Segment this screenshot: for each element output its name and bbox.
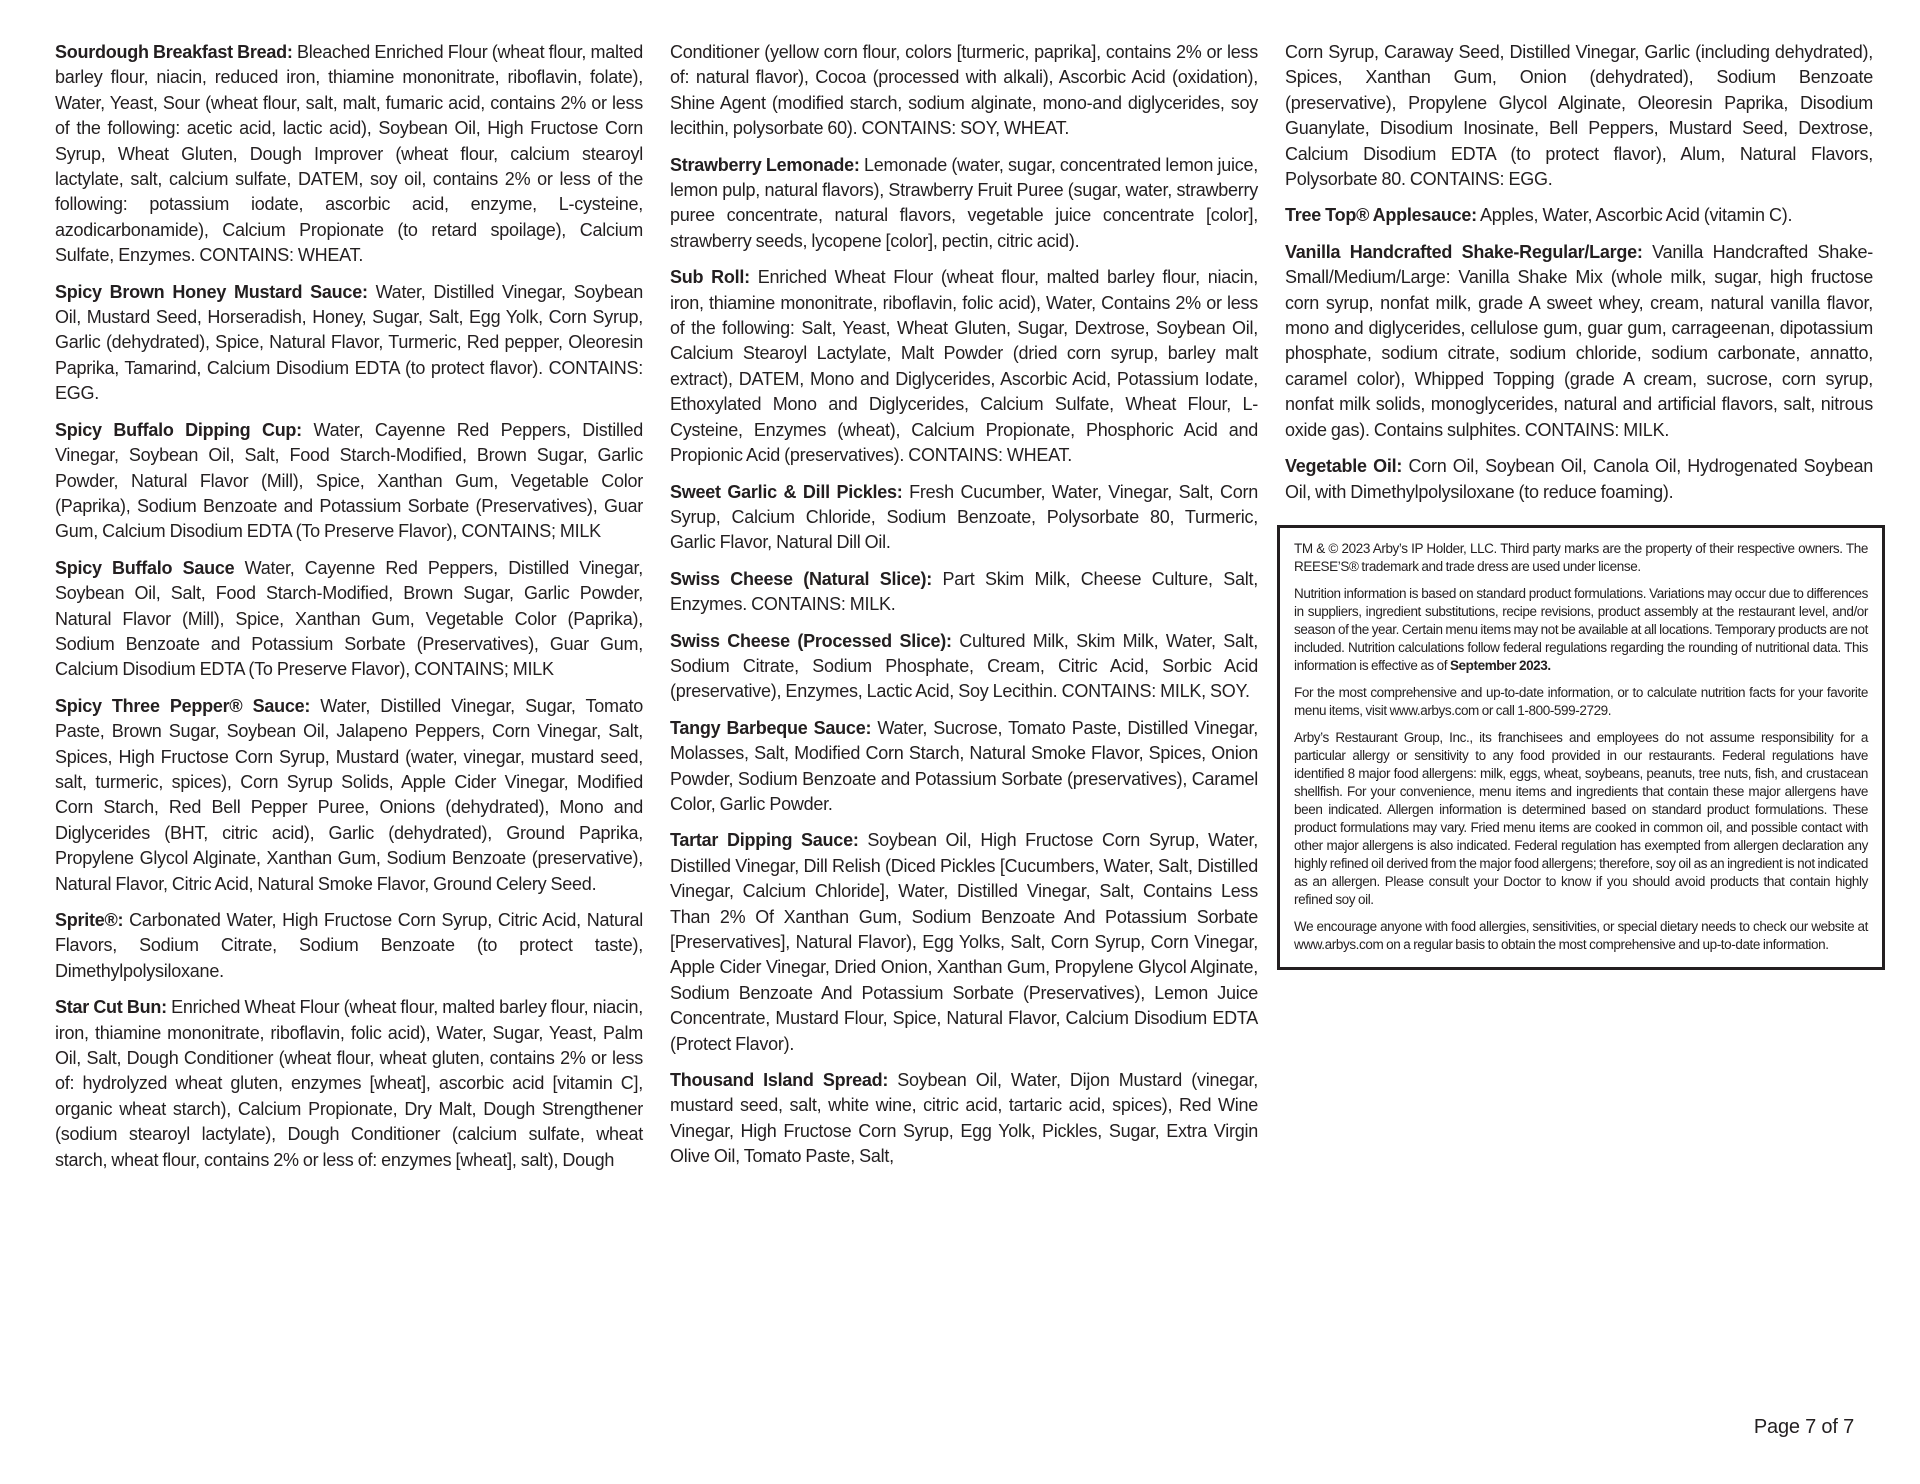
column-3 [1285,40,1873,1184]
entry-title: Spicy Three Pepper® Sauce: [55,695,311,716]
page-number: Page 7 of 7 [1753,1416,1854,1438]
entry-ingredients: Apples, Water, Ascorbic Acid (vitamin C). [1476,205,1793,226]
legal-disclaimer-box [1277,525,1885,970]
entry-title: Spicy Buffalo Sauce [55,557,235,578]
entry-swiss-cheese-natural-slice [670,567,1258,618]
entry-title: Vegetable Oil: [1285,456,1403,477]
entry-title: Vanilla Handcrafted Shake-Regular/Large: [1285,241,1643,262]
entry-ingredients: Vanilla Handcrafted Shake-Small/Medium/Large: Vanilla Shake Mix (whole milk, sugar, high fructose corn syrup, nonfat milk, grade A sweet whey, cream, natural vanilla flavor, mono and diglycerides, cellulose gum, guar gum, carrageenan, dipotassium phosphate, sodium citrate, sodium chloride, sodium carbonate, annatto, caramel color), Whipped Topping (grade A cream, sucrose, corn syrup, nonfat milk solids, monoglycerides, natural and artificial flavors, salt, nitrous oxide gas). Contains sulphites. CONTAINS: MILK. [1285,241,1873,440]
entry-spicy-three-pepper-sauce [55,694,643,897]
entry-thousand-island-spread-continued [1285,40,1873,192]
entry-spicy-buffalo-dipping-cup [55,418,643,545]
entry-title: Sourdough Breakfast Bread: [55,42,293,62]
entry-vegetable-oil [1285,454,1873,505]
entry-ingredients: Water, Distilled Vinegar, Soybean Oil, Mustard Seed, Horseradish, Honey, Sugar, Salt, Egg Yolk, Corn Syrup, Garlic (dehydrated), Spice, Natural Flavor, Turmeric, Red pepper, Oleoresin Paprika, Tamarind, Calcium Disodium EDTA (to protect flavor). CONTAINS: EGG. [55,281,643,404]
entry-ingredients: Water, Cayenne Red Peppers, Distilled Vinegar, Soybean Oil, Salt, Food Starch-Modified, Brown Sugar, Garlic Powder, Natural Flavor (Mill), Spice, Xanthan Gum, Vegetable Color (Paprika), Sodium Benzoate and Potassium Sorbate (Preservatives), Guar Gum, Calcium Disodium EDTA (To Preserve Flavor), CONTAINS; MILK [55,557,643,680]
entry-ingredients: Bleached Enriched Flour (wheat flour, malted barley flour, niacin, reduced iron, thiamine mononitrate, riboflavin, folate), Water, Yeast, Sour (wheat flour, salt, malt, fumaric acid, contains 2% or less of the following: acetic acid, lactic acid), Soybean Oil, High Fructose Corn Syrup, Wheat Gluten, Dough Improver (wheat flour, calcium stearoyl lactylate, salt, calcium sulfate, DATEM, soy oil, contains 2% or less of the following: potassium iodate, ascorbic acid, enzyme, L-cysteine, azodicarbonamide), Calcium Propionate (to retard spoilage), Calcium Sulfate, Enzymes. CONTAINS: WHEAT. [55,42,643,266]
entry-swiss-cheese-processed-slice [670,629,1258,705]
trademark-notice: TM & © 2023 Arby’s IP Holder, LLC. Third party marks are the property of their respective owners. The REESE’S® trademark and trade dress are used under license. [1294,540,1868,574]
entry-ingredients: Water, Distilled Vinegar, Sugar, Tomato Paste, Brown Sugar, Soybean Oil, Jalapeno Peppers, Corn Vinegar, Salt, Spices, High Fructose Corn Syrup, Mustard (water, vinegar, mustard seed, salt, turmeric, spices), Corn Syrup Solids, Apple Cider Vinegar, Modified Corn Starch, Red Bell Pepper Puree, Onions (dehydrated), Mono and Diglycerides (BHT, citric acid), Garlic (dehydrated), Ground Paprika, Propylene Glycol Alginate, Xanthan Gum, Sodium Benzoate (preservative), Natural Flavor, Citric Acid, Natural Smoke Flavor, Ground Celery Seed. [55,695,643,894]
entry-title: Star Cut Bun: [55,997,167,1018]
entry-ingredients: Part Skim Milk, Cheese Culture, Salt, Enzymes. CONTAINS: MILK. [670,568,1258,615]
entry-ingredients: Enriched Wheat Flour (wheat flour, malted barley flour, niacin, iron, thiamine mononitrate, riboflavin, folic acid), Water, Contains 2% or less of the following: Salt, Yeast, Wheat Gluten, Sugar, Dextrose, Soybean Oil, Calcium Stearoyl Lactylate, Malt Powder (dried corn syrup, barley malt extract), DATEM, Mono and Diglycerides, Ascorbic Acid, Potassium Iodate, Ethoxylated Mono and Diglycerides, Calcium Sulfate, Wheat Flour, L-Cysteine, Enzymes (wheat), Calcium Propionate, Phosphoric Acid and Propionic Acid (preservatives). CONTAINS: WHEAT. [670,267,1258,466]
entry-ingredients: Cultured Milk, Skim Milk, Water, Salt, Sodium Citrate, Sodium Phosphate, Cream, Citric Acid, Sorbic Acid (preservative), Enzymes, Lactic Acid, Soy Lecithin. CONTAINS: MILK, SOY. [670,630,1258,702]
entry-ingredients: Soybean Oil, Water, Dijon Mustard (vinegar, mustard seed, salt, white wine, citric acid, tartaric acid, spices), Red Wine Vinegar, High Fructose Corn Syrup, Egg Yolk, Pickles, Sugar, Extra Virgin Olive Oil, Tomato Paste, Salt, [670,1070,1259,1167]
entry-ingredients: Lemonade (water, sugar, concentrated lemon juice, lemon pulp, natural flavors), Strawberry Fruit Puree (sugar, water, strawberry puree concentrate, natural flavors, vegetable juice concentrate [color], strawberry seeds, lycopene [color], pectin, citric acid). [670,154,1258,251]
entry-sweet-garlic-dill-pickles [670,480,1258,556]
contact-information-notice: For the most comprehensive and up-to-date information, or to calculate nutrition facts for your favorite menu items, visit www.arbys.com or call 1-800-599-2729. [1294,684,1868,718]
entry-strawberry-lemonade [670,153,1258,255]
entry-title: Tartar Dipping Sauce: [670,830,859,851]
entry-sub-roll [670,265,1258,468]
entry-tree-top-applesauce [1285,203,1873,228]
entry-spicy-brown-honey-mustard-sauce [55,280,643,407]
entry-ingredients: Water, Sucrose, Tomato Paste, Distilled Vinegar, Molasses, Salt, Modified Corn Starch, Natural Smoke Flavor, Spices, Onion Powder, Sodium Benzoate and Potassium Sorbate (preservatives), Caramel Color, Garlic Powder. [670,717,1258,814]
entry-thousand-island-spread [670,1068,1258,1170]
entry-ingredients: Fresh Cucumber, Water, Vinegar, Salt, Corn Syrup, Calcium Chloride, Sodium Benzoate, Polysorbate 80, Turmeric, Garlic Flavor, Natural Dill Oil. [670,481,1258,553]
entry-tartar-dipping-sauce [670,828,1258,1057]
entry-title: Spicy Brown Honey Mustard Sauce: [55,281,368,302]
entry-ingredients: Corn Syrup, Caraway Seed, Distilled Vinegar, Garlic (including dehydrated), Spices, Xanthan Gum, Onion (dehydrated), Sodium Benzoate (preservative), Propylene Glycol Alginate, Oleoresin Paprika, Disodium Guanylate, Disodium Inosinate, Bell Peppers, Mustard Seed, Dextrose, Calcium Disodium EDTA (to protect flavor), Alum, Natural Flavors, Polysorbate 80. CONTAINS: EGG. [1285,42,1873,190]
website-check-notice: We encourage anyone with food allergies, sensitivities, or special dietary needs to check our website at www.arbys.com on a regular basis to obtain the most comprehensive and up-to-date information. [1294,918,1868,952]
entry-spicy-buffalo-sauce [55,556,643,683]
entry-tangy-barbeque-sauce [670,716,1258,818]
column-2 [670,40,1258,1184]
entry-ingredients: Enriched Wheat Flour (wheat flour, malted barley flour, niacin, iron, thiamine mononitrate, riboflavin, folic acid), Water, Sugar, Yeast, Palm Oil, Salt, Dough Conditioner (wheat flour, wheat gluten, contains 2% or less of: hydrolyzed wheat gluten, enzymes [wheat], ascorbic acid [vitamin C], organic wheat starch), Calcium Propionate, Dry Malt, Dough Strengthener (sodium stearoyl lactylate), Dough Conditioner (calcium sulfate, wheat starch, wheat flour, contains 2% or less of: enzymes [wheat], salt), Dough [55,997,643,1170]
entry-ingredients: Corn Oil, Soybean Oil, Canola Oil, Hydrogenated Soybean Oil, with Dimethylpolysiloxane (to reduce foaming). [1285,456,1873,502]
entry-ingredients: Conditioner (yellow corn flour, colors [turmeric, paprika], contains 2% or less of: natural flavor), Cocoa (processed with alkali), Ascorbic Acid (oxidation), Shine Agent (modified starch, sodium alginate, mono-and diglycerides, soy lecithin, polysorbate 60). CONTAINS: SOY, WHEAT. [670,42,1258,139]
entry-title: Thousand Island Spread: [670,1070,889,1091]
entry-ingredients: Carbonated Water, High Fructose Corn Syrup, Citric Acid, Natural Flavors, Sodium Citrate, Sodium Benzoate (to protect taste), Dimethylpolysiloxane. [55,910,643,981]
entry-title: Spicy Buffalo Dipping Cup: [55,419,302,440]
column-1 [55,40,643,1184]
entry-title: Sweet Garlic & Dill Pickles: [670,481,903,502]
entry-ingredients: Soybean Oil, High Fructose Corn Syrup, Water, Distilled Vinegar, Dill Relish (Diced Pickles [Cucumbers, Water, Salt, Distilled Vinegar, Calcium Chloride], Water, Distilled Vinegar, Salt, Contains Less Than 2% Of Xanthan Gum, Sodium Benzoate And Potassium Sorbate [Preservatives], Natural Flavor), Egg Yolks, Salt, Corn Syrup, Corn Vinegar, Apple Cider Vinegar, Dried Onion, Xanthan Gum, Propylene Glycol Alginate, Sodium Benzoate And Potassium Sorbate (Preservatives), Lemon Juice Concentrate, Mustard Flour, Spice, Natural Flavor, Calcium Disodium EDTA (Protect Flavor). [670,830,1258,1054]
entry-title: Tangy Barbeque Sauce: [670,717,872,738]
effective-date: September 2023. [1449,657,1551,673]
entry-title: Tree Top® Applesauce: [1285,205,1477,226]
nutrition-information-notice: Nutrition information is based on standard product formulations. Variations may occur due to differences in suppliers, ingredient substitutions, recipe revisions, product assembly at the restaurant level, and/or season of the year. Certain menu items may not be available at all locations. Temporary products are not included. Nutrition calculations follow federal regulations regarding the rounding of nutritional data. This information is effective as of September 2023. [1294,585,1868,673]
entry-star-cut-bun [55,995,643,1173]
entry-title: Sprite®: [55,910,124,930]
entry-vanilla-handcrafted-shake [1285,240,1873,443]
entry-title: Sub Roll: [670,267,750,288]
entry-sprite [55,908,643,984]
allergen-notice: Arby’s Restaurant Group, Inc., its franchisees and employees do not assume responsibility for a particular allergy or sensitivity to any food provided in our restaurants. Federal regulations have identified 8 major food allergens: milk, eggs, wheat, soybeans, peanuts, tree nuts, fish, and crustacean shellfish. For your convenience, menu items and ingredients that contain these major allergens have been indicated. Allergen information is determined based on standard product formulations. These product formulations may vary. Fried menu items are cooked in common oil, and possible contact with other major allergens is also indicated. Federal regulation has exempted from allergen declaration any highly refined oil derived from the major food allergens; therefore, soy oil as an ingredient is not indicated as an allergen. Please consult your Doctor to know if you should avoid products that contain highly refined soy oil. [1294,729,1868,907]
entry-ingredients: Water, Cayenne Red Peppers, Distilled Vinegar, Soybean Oil, Salt, Food Starch-Modified, Brown Sugar, Garlic Powder, Natural Flavor (Mill), Spice, Xanthan Gum, Vegetable Color (Paprika), Sodium Benzoate and Potassium Sorbate (Preservatives), Guar Gum, Calcium Disodium EDTA (To Preserve Flavor), CONTAINS; MILK [55,419,643,542]
entry-title: Swiss Cheese (Natural Slice): [670,568,933,589]
entry-star-cut-bun-continued [670,40,1258,142]
entry-sourdough-breakfast-bread [55,40,643,269]
entry-title: Swiss Cheese (Processed Slice): [670,630,952,651]
entry-title: Strawberry Lemonade: [670,154,860,175]
